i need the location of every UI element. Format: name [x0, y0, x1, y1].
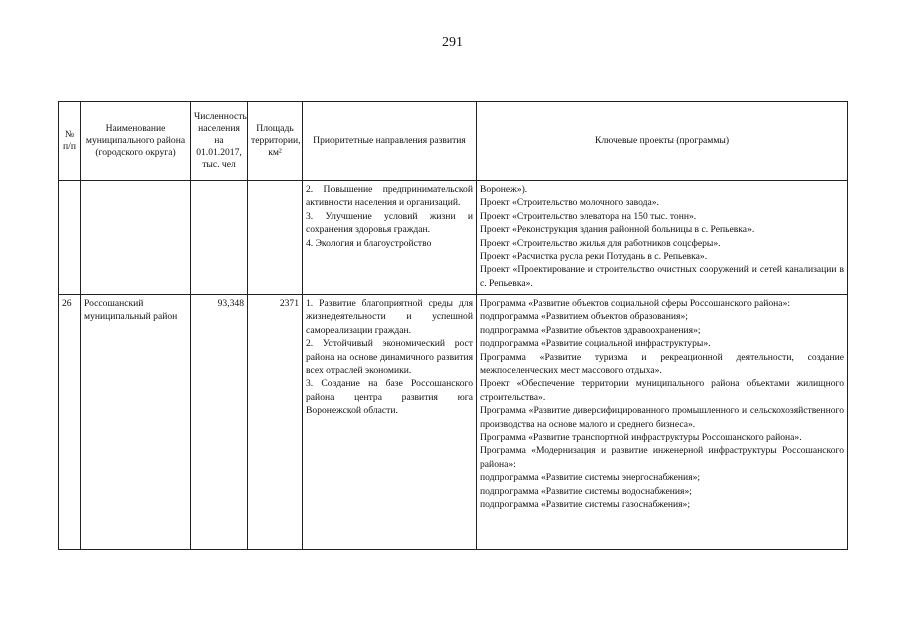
cell-district [81, 181, 191, 295]
cell-area: 2371 [248, 295, 303, 550]
project-item: подпрограмма «Развитие системы энергоснабжения»; [480, 472, 701, 484]
project-item: Программа «Развитие туризма и рекреационной деятельности, создание межпоселенческих мест массового отдыха». [480, 351, 844, 377]
project-item: Проект «Строительство молочного завода». [480, 197, 659, 209]
priority-item: 2. Повышение предпринимательской активности населения и организаций. [306, 184, 473, 209]
priority-item: 4. Экология и благоустройство [306, 237, 432, 249]
cell-num: 26 [59, 295, 81, 550]
project-item: Проект «Реконструкция здания районной больницы в с. Репьевка». [480, 224, 755, 236]
table-row [59, 181, 848, 295]
project-item: Проект «Строительство жилья для работников соцсферы». [480, 237, 721, 249]
cell-district: Россошанский муниципальный район [81, 295, 191, 550]
header-area: Площадь территории, км² [248, 102, 303, 181]
header-district: Наименование муниципального района (городского округа) [81, 102, 191, 181]
project-item: Программа «Модернизация и развитие инженерной инфраструктуры Россошанского района»: [480, 445, 844, 470]
header-num: № п/п [59, 102, 81, 181]
table-header-row [59, 102, 848, 181]
cell-population: 93,348 [191, 295, 248, 550]
project-item: Проект «Строительство элеватора на 150 тыс. тонн». [480, 210, 697, 222]
header-projects: Ключевые проекты (программы) [477, 102, 848, 181]
project-item: Программа «Развитие объектов социальной сферы Россошанского района»: [480, 298, 791, 309]
cell-num [59, 181, 81, 295]
project-item: Проект «Обеспечение территории муниципального района объектами жилищного строительства». [480, 378, 844, 403]
project-item: Проект «Расчистка русла реки Потудань в с. Репьевка». [480, 251, 708, 263]
table-row [59, 295, 848, 550]
page-number: 291 [442, 35, 463, 50]
priority-item: 3. Улучшение условий жизни и сохранения здоровья граждан. [306, 210, 473, 236]
priority-item: 3. Создание на базе Россошанского района центра развития юга Воронежской области. [306, 378, 473, 417]
cell-projects [477, 295, 848, 550]
project-item: подпрограмма «Развитие социальной инфраструктуры». [480, 338, 711, 350]
programs-table [58, 101, 848, 550]
project-item: подпрограмма «Развитие объектов здравоохранения»; [480, 324, 701, 336]
cell-priorities [303, 181, 477, 295]
project-item: подпрограмма «Развитие системы газоснабжения»; [480, 499, 690, 511]
cell-population [191, 181, 248, 295]
project-item: подпрограмма «Развитием объектов образования»; [480, 311, 688, 323]
priority-item: 2. Устойчивый экономический рост района на основе динамичного развития всех отраслей экономики. [306, 338, 473, 377]
project-item: Программа «Развитие транспортной инфраструктуры Россошанского района». [480, 432, 802, 444]
header-priorities: Приоритетные направления развития [303, 102, 477, 181]
project-item: Проект «Проектирование и строительство очистных сооружений и сетей канализации в с. Репьевка». [480, 264, 844, 289]
priority-item: 1. Развитие благоприятной среды для жизнедеятельности и успешной самореализации граждан. [306, 298, 473, 336]
cell-priorities [303, 295, 477, 550]
cell-projects [477, 181, 848, 295]
header-population: Численность населения на 01.01.2017, тыс. чел [191, 102, 248, 181]
project-item: Воронеж»). [480, 184, 528, 195]
project-item: подпрограмма «Развитие системы водоснабжения»; [480, 485, 692, 497]
cell-area [248, 181, 303, 295]
project-item: Программа «Развитие диверсифицированного промышленного и сельскохозяйственного производства на основе малого и среднего бизнеса». [480, 405, 844, 430]
